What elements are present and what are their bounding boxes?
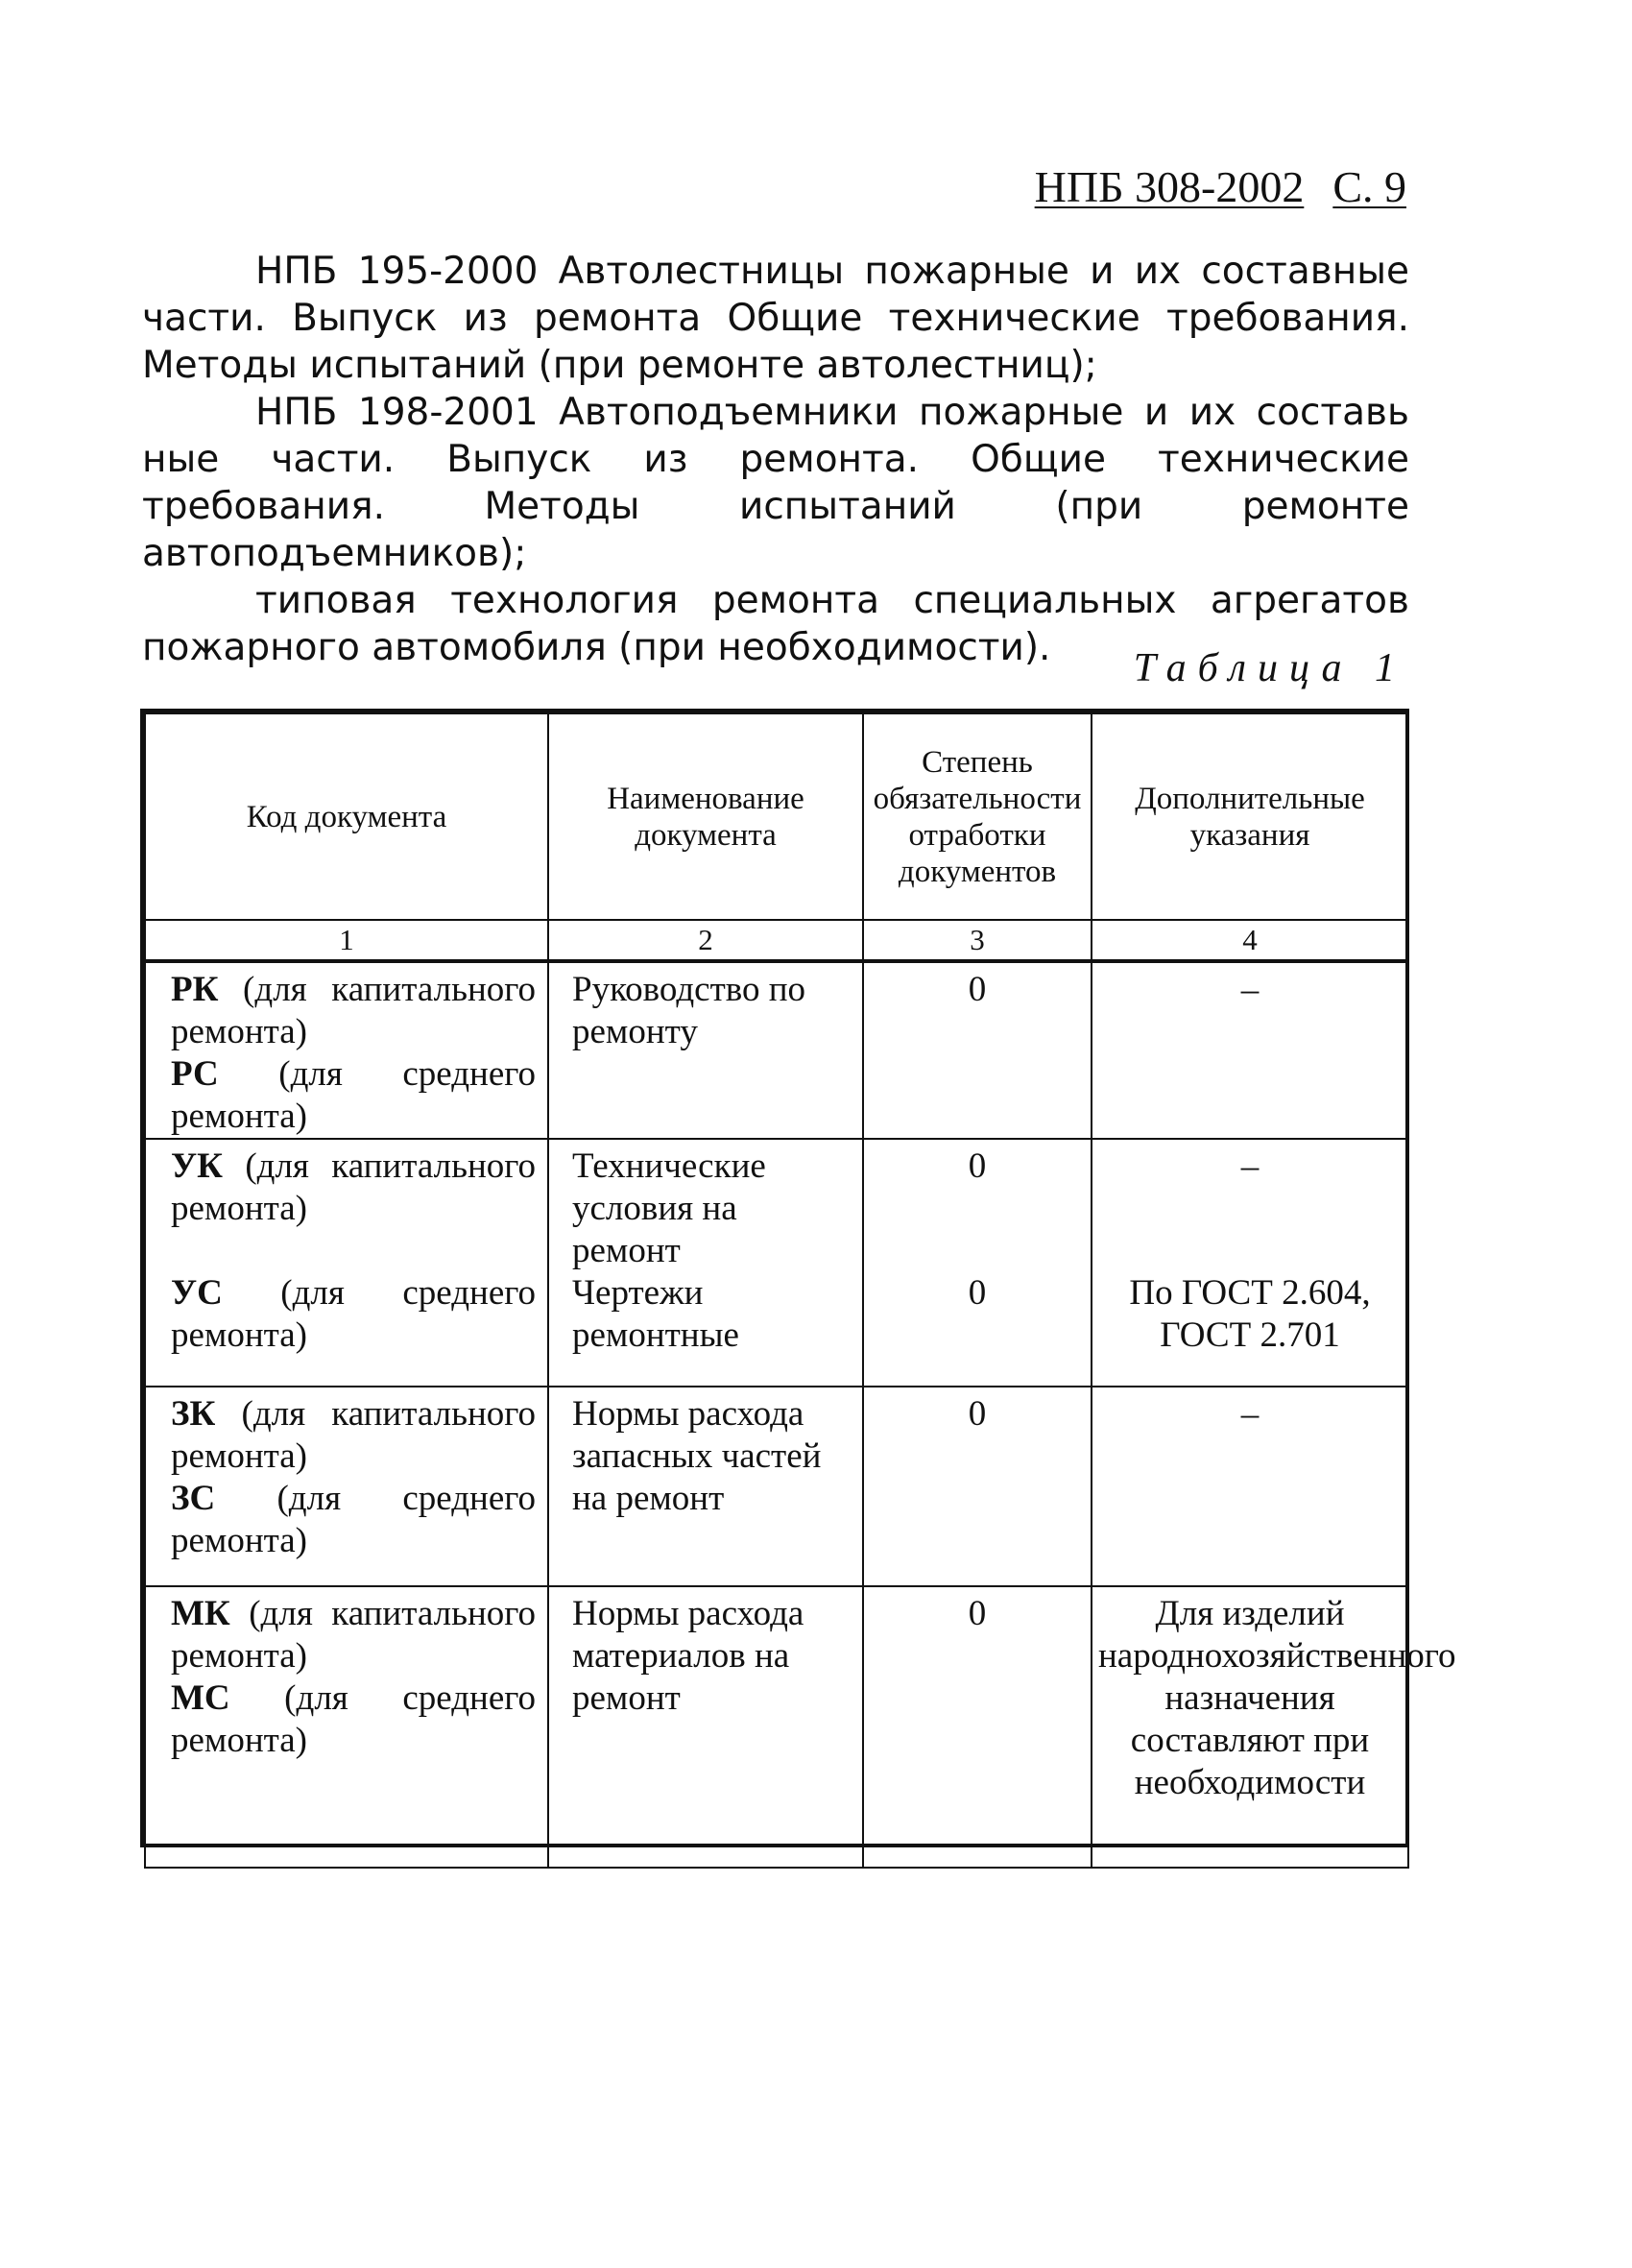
- obligation-degree-cell: [863, 1139, 1092, 1387]
- obligation-degree: 0: [968, 1273, 987, 1313]
- code-description: (для капитального ремонта): [171, 970, 536, 1051]
- additional-notes-cell: –: [1092, 961, 1408, 1139]
- additional-note: По ГОСТ 2.604, ГОСТ 2.701: [1129, 1273, 1371, 1355]
- table-row: [145, 961, 1408, 1139]
- additional-note: –: [1240, 1146, 1260, 1186]
- table-header-row: [145, 713, 1408, 920]
- code-description: (для капитального ремонта): [171, 1146, 536, 1228]
- code-description: (для среднего ремонта): [171, 1678, 536, 1760]
- code-description: (для капитального ремонта): [171, 1394, 536, 1476]
- body-text: [142, 248, 1409, 671]
- column-number: 2: [548, 920, 863, 961]
- document-name: Технические условия на ремонт: [572, 1146, 766, 1270]
- document-name: Чертежи ремонтные: [572, 1273, 739, 1355]
- document-code-cell: [145, 1586, 548, 1868]
- column-number: 1: [145, 920, 548, 961]
- header-additional-notes: Дополнительные указания: [1092, 713, 1408, 920]
- document-code-cell: [145, 1139, 548, 1387]
- column-number-row: [145, 920, 1408, 961]
- code-description: (для среднего ремонта): [171, 1054, 536, 1136]
- document-code-cell: [145, 1387, 548, 1586]
- header-document-name: Наименование документа: [548, 713, 863, 920]
- code-description: (для среднего ремонта): [171, 1273, 536, 1355]
- code-abbrev: ЗС: [171, 1479, 216, 1518]
- code-abbrev: РС: [171, 1054, 219, 1094]
- code-abbrev: УК: [171, 1146, 223, 1186]
- additional-notes-cell: Для изделий народнохозяйственного назначения составляют при необходимости: [1092, 1586, 1408, 1868]
- code-description: (для среднего ремонта): [171, 1479, 536, 1560]
- code-abbrev: МК: [171, 1594, 230, 1633]
- additional-notes-cell: –: [1092, 1387, 1408, 1586]
- document-code-cell: [145, 961, 548, 1139]
- document-name-cell: Нормы расхода запасных частей на ремонт: [548, 1387, 863, 1586]
- table-row: [145, 1387, 1408, 1586]
- document-name-cell: Руководство по ремонту: [548, 961, 863, 1139]
- obligation-degree-cell: 0: [863, 961, 1092, 1139]
- table-row: [145, 1139, 1408, 1387]
- document-name-cell: [548, 1139, 863, 1387]
- paragraph-npb-195: НПБ 195-2000 Автолестницы пожарные и их составные части. Выпуск из ремонта Общие технические требования. Методы испытаний (при ремонте автолестниц);: [142, 250, 1409, 387]
- code-abbrev: ЗК: [171, 1394, 216, 1434]
- page-number: С. 9: [1332, 162, 1406, 211]
- documents-table: [140, 709, 1456, 1847]
- document-name-cell: Нормы расхода материалов на ремонт: [548, 1586, 863, 1868]
- header-document-code: Код документа: [145, 713, 548, 920]
- paragraph-typical-technology: типовая технология ремонта специальных агрегатов пожарного автомобиля (при необходимости).: [142, 579, 1409, 669]
- paragraph-npb-198: НПБ 198-2001 Автоподъемники пожарные и их составь ные части. Выпуск из ремонта. Общие технические требования. Методы испытаний (при ремонте автоподъемников);: [142, 391, 1409, 575]
- obligation-degree: 0: [968, 1146, 987, 1186]
- table-caption: Таблица 1: [1133, 646, 1406, 690]
- header-obligation-degree: Степень обязательности отработки документов: [863, 713, 1092, 920]
- document-code: НПБ 308-2002: [1034, 162, 1305, 211]
- column-number: 3: [863, 920, 1092, 961]
- code-description: (для капитального ремонта): [171, 1594, 536, 1676]
- table-row: [145, 1586, 1408, 1868]
- code-abbrev: УС: [171, 1273, 223, 1313]
- code-abbrev: РК: [171, 970, 219, 1009]
- obligation-degree-cell: 0: [863, 1586, 1092, 1868]
- page-header: [989, 161, 1406, 212]
- column-number: 4: [1092, 920, 1408, 961]
- additional-notes-cell: [1092, 1139, 1408, 1387]
- obligation-degree-cell: 0: [863, 1387, 1092, 1586]
- code-abbrev: МС: [171, 1678, 230, 1718]
